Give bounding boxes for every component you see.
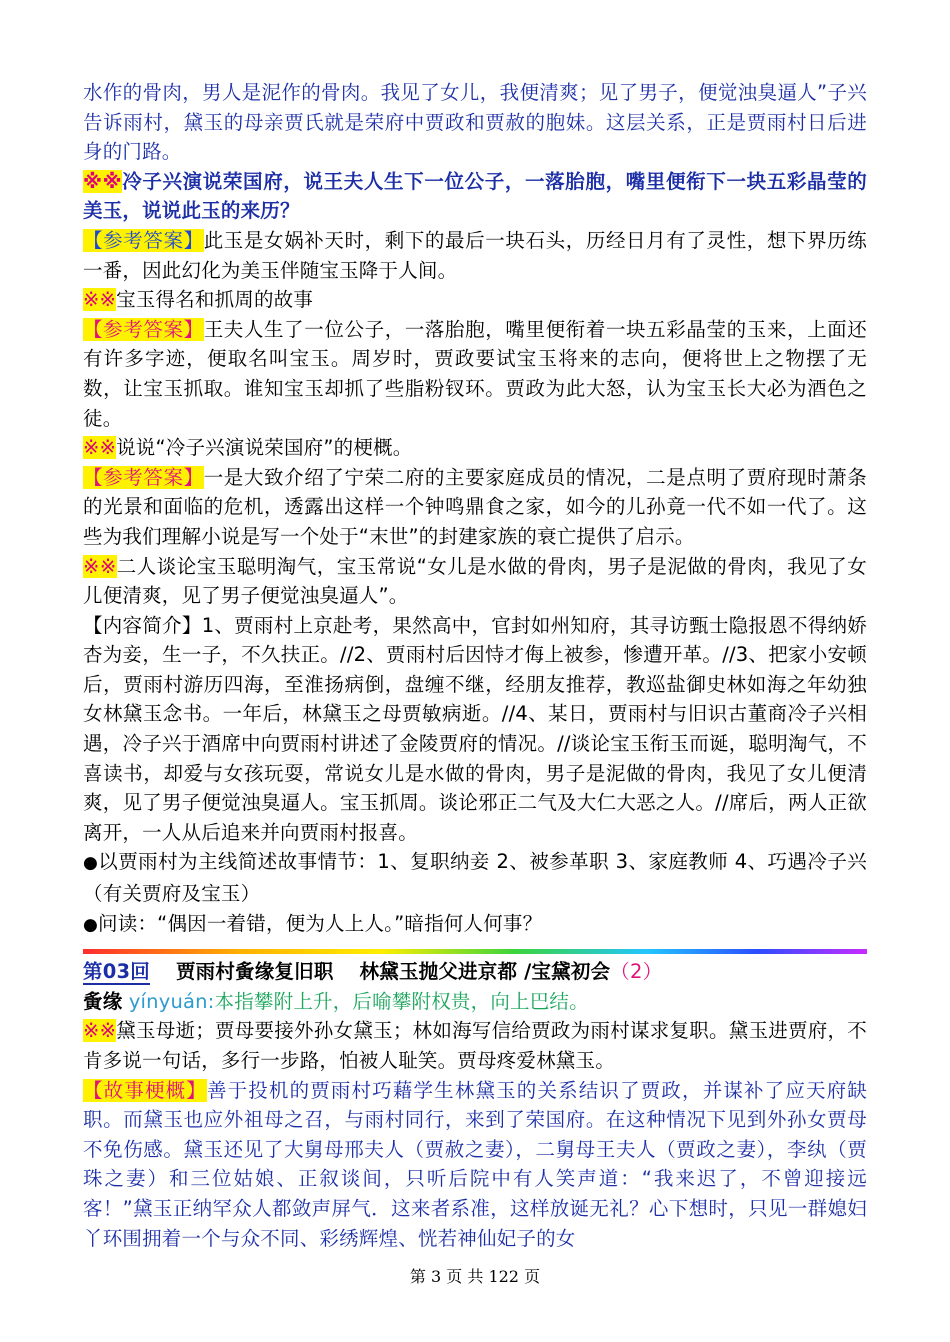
intro-paragraph: 水作的骨肉，男人是泥作的骨肉。我见了女儿，我便清爽；见了男子，便觉浊臭逼人”子兴告诉雨村，黛玉的母亲贾氏就是荣府中贾政和贾赦的胞妹。这层关系，正是贾雨村日后进身的门路。 [83, 81, 867, 164]
rainbow-divider [83, 949, 867, 954]
vocab-word: 夤缘 [83, 989, 123, 1013]
vocab-entry [83, 987, 867, 1017]
vocab-definition: 本指攀附上升，后喻攀附权贵，向上巴结。 [214, 989, 589, 1013]
answer-3: 【参考答案】一是大致介绍了宁荣二府的主要家庭成员的情况，二是点明了贾府现时萧条的光景和面临的危机，透露出这样一个钟鸣鼎食之家，如今的儿孙竟一代不如一代了。这些为我们理解小说是写一个处于“末世”的封建家族的衰亡提供了启示。 [83, 465, 867, 548]
answer-2: 【参考答案】王夫人生了一位公子，一落胎胞，嘴里便衔着一块五彩晶莹的玉来，上面还有许多字迹，便取名叫宝玉。周岁时，贾政要试宝玉将来的志向，便将世上之物摆了无数，让宝玉抓取。谁知宝玉却抓了些脂粉钗环。贾政为此大怒，认为宝玉长大必为酒色之徒。 [83, 317, 867, 430]
page-content [83, 78, 867, 1253]
page-footer: 第 3 页 共 122 页 [409, 1267, 541, 1286]
marker: ※※ [83, 169, 123, 193]
content-summary: 【内容简介】1、贾雨村上京赴考，果然高中，官封如州知府，其寻访甄士隐报恩不得纳娇杏为妾，生一子，不久扶正。//2、贾雨村后因恃才侮上被参，惨遭开革。//3、把家小安顿后，贾雨村游历四海，至淮扬病倒，盘缠不继，经朋友推荐，教巡盐御史林如海之年幼独女林黛玉念书。一年后，林黛玉之母贾敏病逝。//4、某日，贾雨村与旧识古董商冷子兴相遇，冷子兴于酒席中向贾雨村讲述了金陵贾府的情况。//谈论宝玉衔玉而诞，聪明淘气，不喜读书，却爱与女孩玩耍，常说女儿是水做的骨肉，男子是泥做的骨肉，我见了女儿便清爽，见了男子便觉浊臭逼人。宝玉抓周。谈论邪正二气及大仁大恶之人。//席后，两人正欲离开，一人从后追来并向贾雨村报喜。 [83, 613, 867, 844]
question-3: ※※说说“冷子兴演说荣国府”的梗概。 [83, 436, 413, 460]
question-2: ※※宝玉得名和抓周的故事 [83, 288, 314, 312]
answer-label: 【参考答案】 [83, 465, 204, 489]
bullet-icon: ● [83, 914, 99, 935]
chapter-heading [83, 957, 867, 987]
marker: ※※ [83, 554, 117, 578]
talk-paragraph: ※※二人谈论宝玉聪明淘气，宝玉常说“女儿是水做的骨肉，男子是泥做的骨肉，我见了女儿便清爽，见了男子便觉浊臭逼人”。 [83, 554, 868, 608]
marker: ※※ [83, 436, 117, 460]
chapter-suffix: （2） [610, 960, 663, 984]
summary-label: 【内容简介】 [83, 613, 202, 637]
answer-label: 【参考答案】 [83, 228, 204, 252]
story-label: 【故事梗概】 [83, 1078, 207, 1102]
bullet-1: ●以贾雨村为主线简述故事情节：1、复职纳妾 2、被参革职 3、家庭教师 4、巧遇冷子兴（有关贾府及宝玉） [83, 850, 867, 906]
answer-1: 【参考答案】此玉是女娲补天时，剩下的最后一块石头，历经日月有了灵性，想下界历练一番，因此幻化为美玉伴随宝玉降于人间。 [83, 228, 867, 282]
events-paragraph: ※※黛玉母逝；贾母要接外孙女黛玉；林如海写信给贾政为雨村谋求复职。黛玉进贾府，不肯多说一句话，多行一步路，怕被人耻笑。贾母疼爱林黛玉。 [83, 1019, 867, 1072]
bullet-2: ●问读：“偶因一着错，便为人上人。”暗指何人何事？ [83, 911, 543, 935]
bullet-icon: ● [83, 853, 99, 874]
chapter-title-1: 贾雨村夤缘复旧职 [175, 960, 334, 984]
story-summary: 【故事梗概】善于投机的贾雨村巧藉学生林黛玉的关系结识了贾政，并谋补了应天府缺职。而黛玉也应外祖母之召，与雨村同行，来到了荣国府。在这种情况下见到外孙女贾母不免伤感。黛玉还见了大舅母邢夫人（贾赦之妻），二舅母王夫人（贾政之妻），李纨（贾珠之妻）和三位姑娘、正叙谈间，只听后院中有人笑声道：“我来迟了，不曾迎接远客！”黛玉正纳罕众人都敛声屏气．这来者系准，这样放诞无礼？心下想时，只见一群媳妇丫环围拥着一个与众不同、彩绣辉煌、恍若神仙妃子的女 [83, 1078, 868, 1250]
question-1: ※※冷子兴演说荣国府，说王夫人生下一位公子，一落胎胞，嘴里便衔下一块五彩晶莹的美玉，说说此玉的来历？ [83, 169, 867, 223]
vocab-pinyin: yínyuán: [128, 989, 215, 1013]
answer-label: 【参考答案】 [83, 317, 204, 341]
chapter-number: 第03回 [83, 960, 150, 984]
marker: ※※ [83, 1019, 117, 1043]
chapter-title-2: 林黛玉抛父进京都 /宝黛初会 [359, 960, 611, 984]
marker: ※※ [83, 288, 117, 312]
